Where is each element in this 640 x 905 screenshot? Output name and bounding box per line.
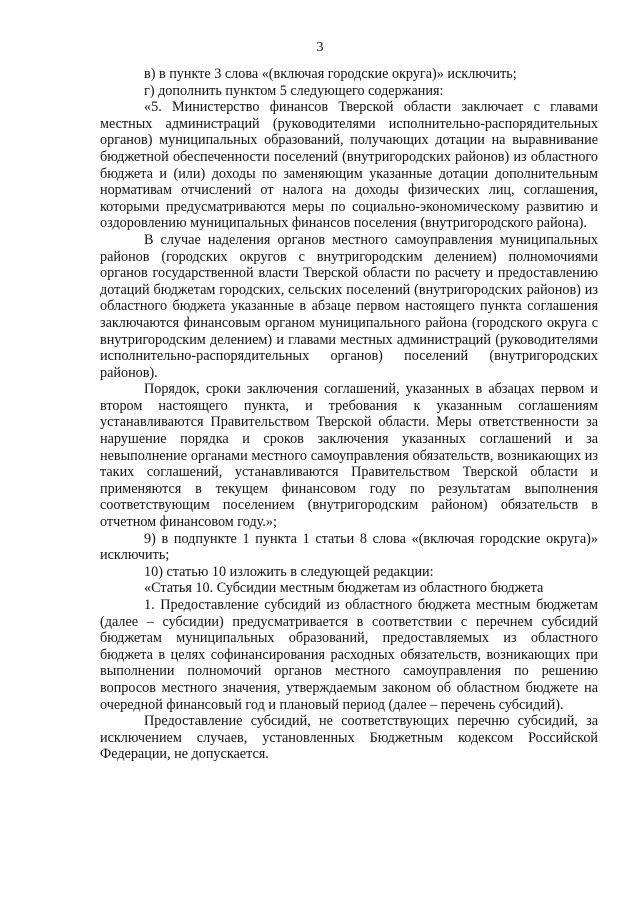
paragraph-clause-g: г) дополнить пунктом 5 следующего содержания: [144, 82, 444, 99]
paragraph-point-5: «5. Министерство финансов Тверской области заключает с главами местных администраций (руководителями исполнительно-распорядительных органов) муниципальных образований, получающих дотации на выравнивание бюджетной обеспеченности поселений (внутригородских районов) из областного бюджета и (или) доходы по заменяющим указанные дотации дополнительным нормативам отчислений от налога на доходы физических лиц, соглашения, которыми предусматриваются меры по социально-экономическому развитию и оздоровлению муниципальных финансов поселения (внутригородского района). [100, 99, 598, 232]
paragraph-procedure: Порядок, сроки заключения соглашений, указанных в абзацах первом и втором настоящего пункта, и требования к указанным соглашениям устанавливаются Правительством Тверской области. Меры ответственности за нарушение порядка и сроков заключения указанных соглашений и за невыполнение органами местного самоуправления обязательств, возникающих из таких соглашений, устанавливаются Правительством Тверской области и применяются в текущем финансовом году по результатам выполнения соответствующим поселением (внутригородским районом) обязательств в отчетном финансовом году.»; [100, 381, 598, 531]
paragraph-article-10-point-1: 1. Предоставление субсидий из областного бюджета местным бюджетам (далее – субсидии) предусматривается в соответствии с перечнем субсидий бюджетам муниципальных образований, предоставляемых из областного бюджета в целях софинансирования расходных обязательств, возникающих при выполнении полномочий органов местного самоуправления по решению вопросов местного значения, утверждаемым законом об областном бюджете на очередной финансовый год и плановый период (далее – перечень субсидий). [100, 597, 598, 713]
page-number: 3 [316, 40, 324, 55]
paragraph-article-10-exclusion: Предоставление субсидий, не соответствующих перечню субсидий, за исключением случаев, установленных Бюджетным кодексом Российской Федерации, не допускается. [100, 713, 598, 763]
article-10-heading: «Статья 10. Субсидии местным бюджетам из областного бюджета [144, 580, 544, 597]
paragraph-clause-v: в) в пункте 3 слова «(включая городские округа)» исключить; [144, 66, 517, 82]
paragraph-delegation: В случае наделения органов местного самоуправления муниципальных районов (городских округов с внутригородским делением) полномочиями органов государственной власти Тверской области по расчету и предоставлению дотаций бюджетам городских, сельских поселений (внутригородских районов) из областного бюджета указанные в абзаце первом настоящего пункта соглашения заключаются финансовым органом муниципального района (городского округа с внутригородским делением) и главами местных администраций (руководителями исполнительно-распорядительных органов) поселений (внутригородских районов). [100, 231, 598, 381]
paragraph-item-10: 10) статью 10 изложить в следующей редакции: [144, 563, 434, 580]
document-body [100, 66, 598, 763]
paragraph-item-9: 9) в подпункте 1 пункта 1 статьи 8 слова «(включая городские округа)» исключить; [100, 530, 598, 564]
